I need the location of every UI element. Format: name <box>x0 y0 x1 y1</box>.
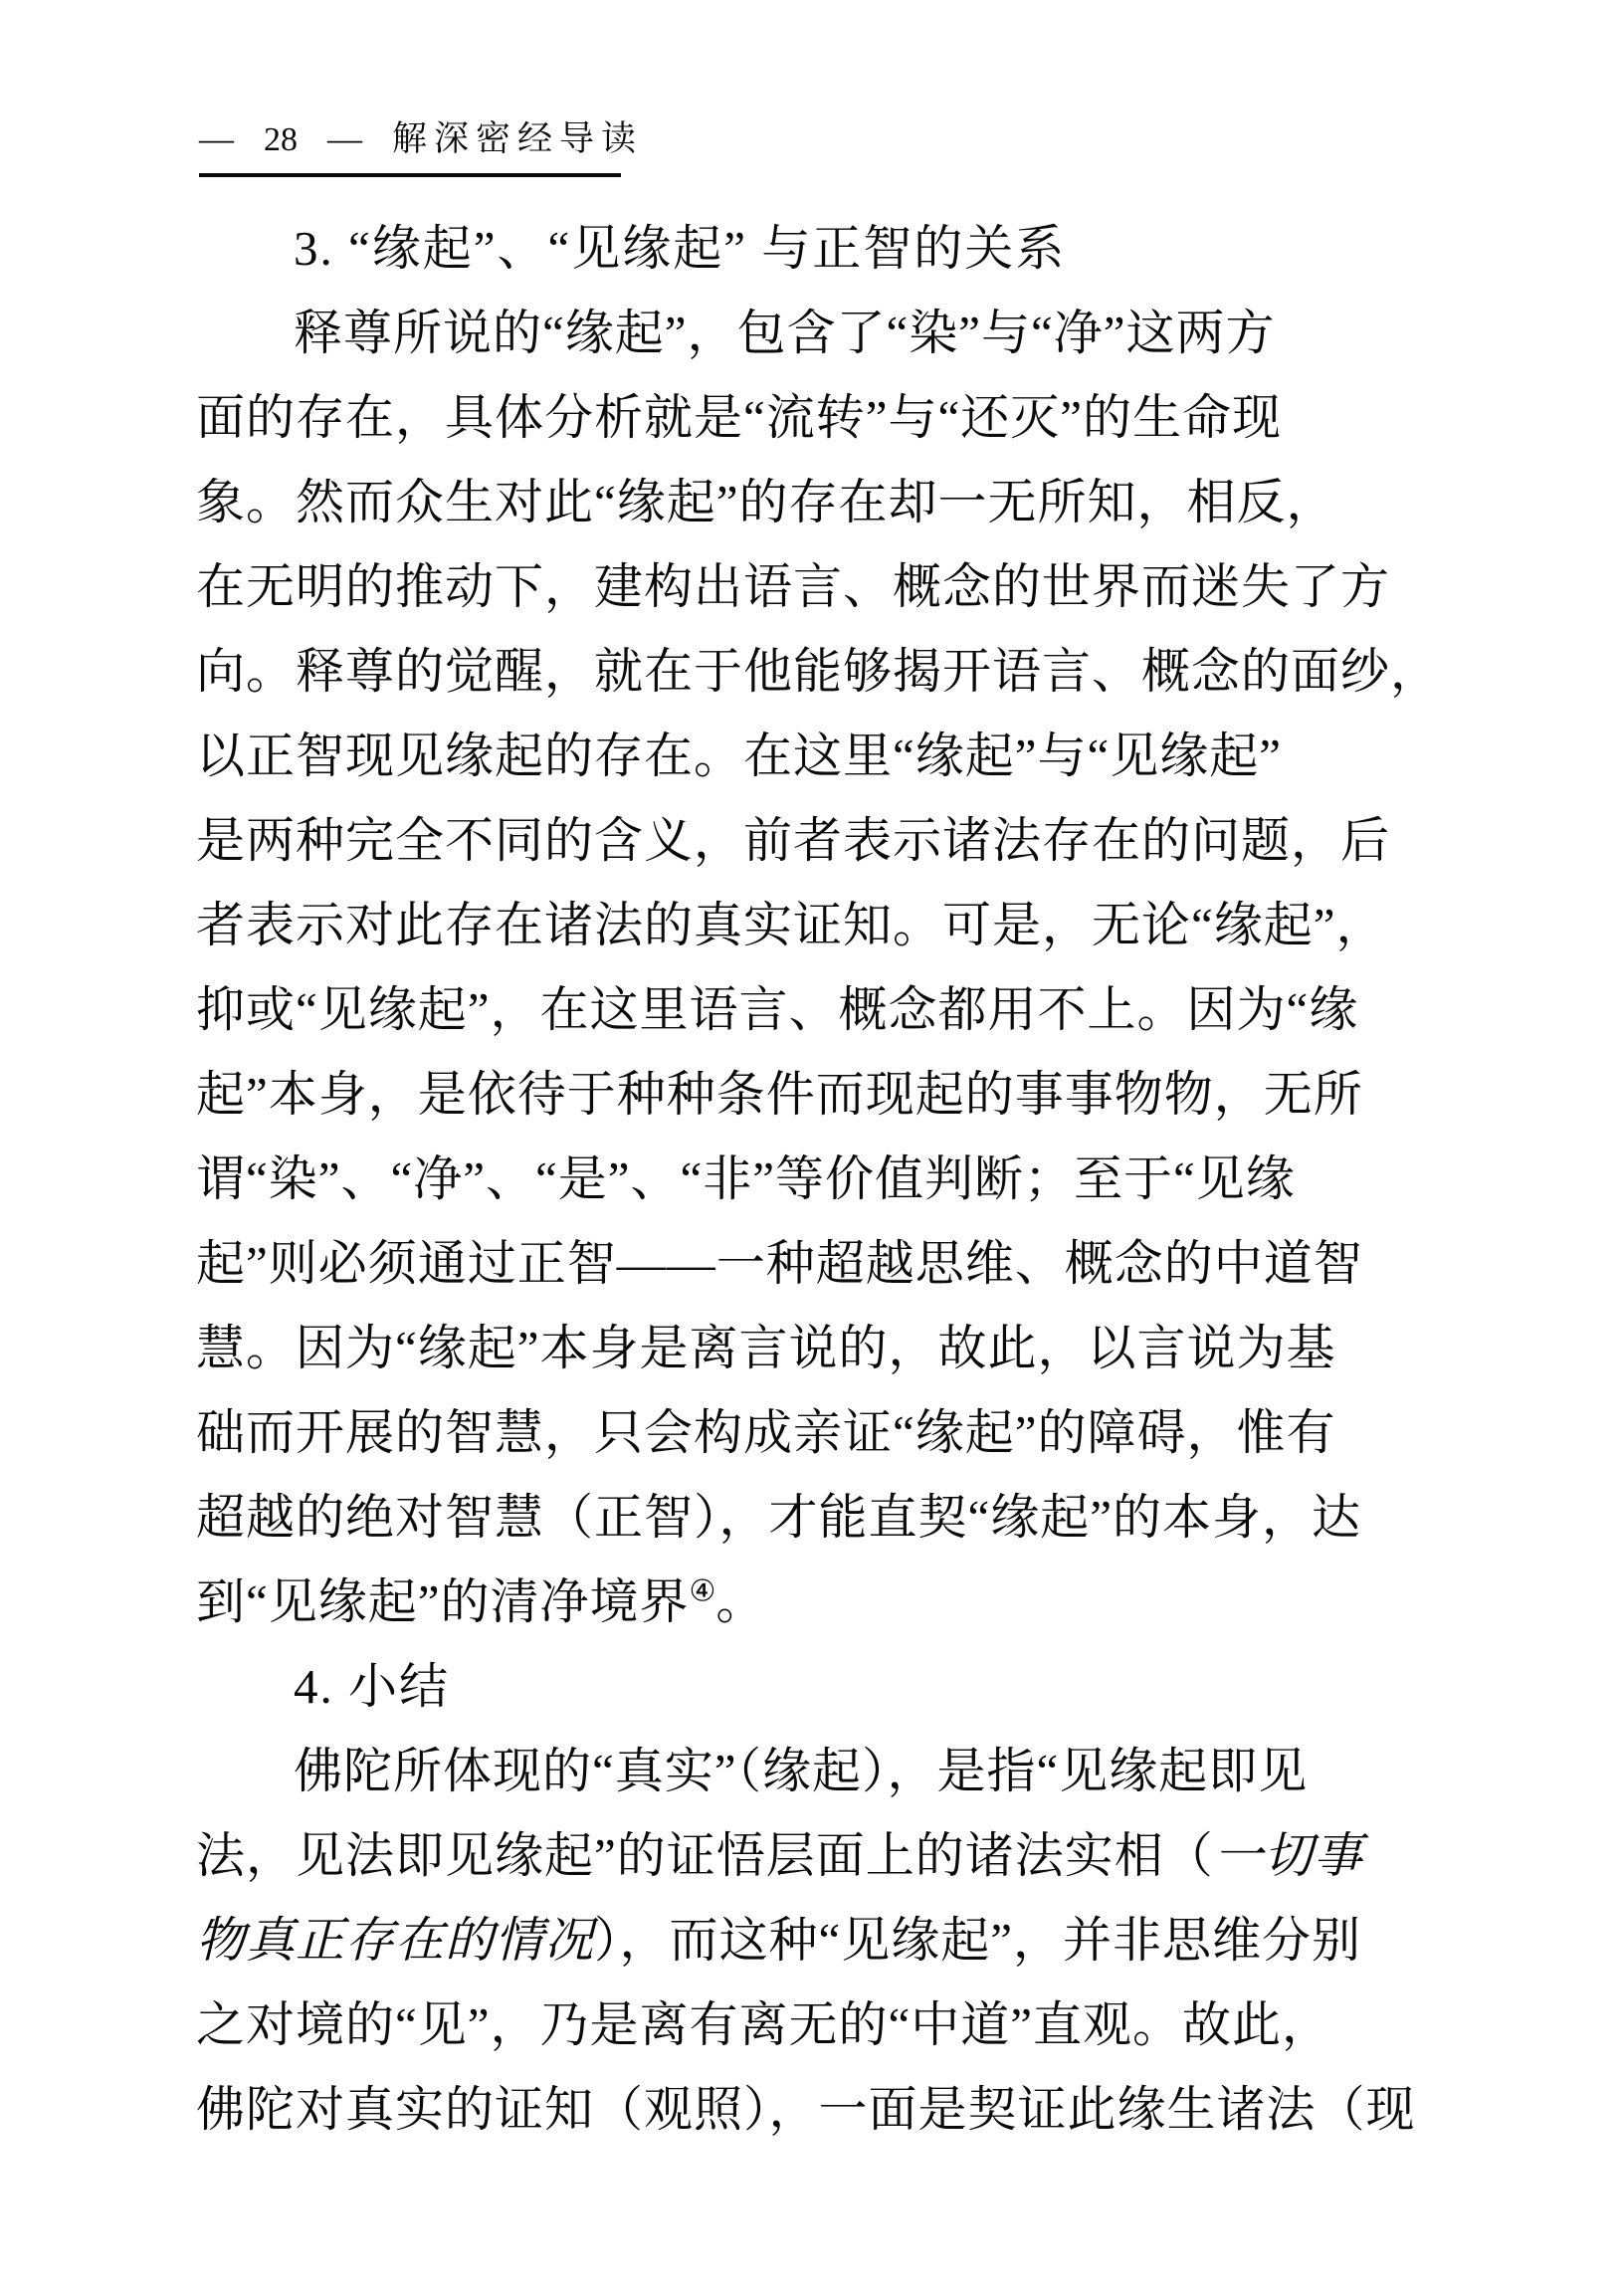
text-line-with-footnote <box>196 1560 1430 1644</box>
footnote-ref-4: ④ <box>689 1574 716 1608</box>
text-line: 谓“染”、“净”、“是”、“非”等价值判断；至于“见缘 <box>196 1151 1296 1206</box>
header-dash-left: — <box>199 119 234 158</box>
text-line: 之对境的“见”，乃是离有离无的“中道”直观。故此， <box>196 1997 1331 2052</box>
text-segment: 到“见缘起”的清净境界 <box>196 1574 690 1629</box>
text-line: 向。释尊的觉醒，就在于他能够揭开语言、概念的面纱， <box>196 644 1441 699</box>
text-line: 面的存在，具体分析就是“流转”与“还灭”的生命现 <box>196 390 1282 445</box>
kaiti-text-segment: 物真正存在的情况 <box>196 1913 595 1968</box>
text-line: 释尊所说的“缘起”，包含了“染”与“净”这两方 <box>294 306 1276 360</box>
text-line: 超越的绝对智慧（正智），才能直契“缘起”的本身，达 <box>196 1490 1361 1545</box>
text-line: 起”则必须通过正智——一种超越思维、概念的中道智 <box>196 1236 1363 1291</box>
page-header <box>199 111 644 177</box>
text-line: 佛陀对真实的证知（观照），一面是契证此缘生诸法（现 <box>196 2082 1416 2137</box>
text-segment: 。 <box>715 1574 766 1629</box>
section-4-heading: 4. 小结 <box>294 1659 451 1714</box>
text-segment: 法，见法即见缘起”的证悟层面上的诸法实相（ <box>196 1828 1214 1883</box>
header-dash-right: — <box>327 119 362 158</box>
text-line: 抑或“见缘起”，在这里语言、概念都用不上。因为“缘 <box>196 982 1359 1037</box>
text-segment: ），而这种“见缘起”，并非思维分别 <box>594 1913 1362 1968</box>
text-line: 是两种完全不同的含义，前者表示诸法存在的问题，后 <box>196 813 1391 868</box>
text-line: 在无明的推动下，建构出语言、概念的世界而迷失了方 <box>196 559 1391 614</box>
page-body <box>196 206 1441 2152</box>
text-line: 慧。因为“缘起”本身是离言说的，故此，以言说为基 <box>196 1321 1336 1375</box>
text-line-mixed-typeface <box>196 1813 1430 1898</box>
text-line: 者表示对此存在诸法的真实证知。可是，无论“缘起”， <box>196 898 1386 952</box>
text-line-mixed-typeface <box>196 1898 1430 1982</box>
text-line: 础而开展的智慧，只会构成亲证“缘起”的障碍，惟有 <box>196 1405 1336 1460</box>
text-line: 象。然而众生对此“缘起”的存在却一无所知，相反， <box>196 475 1336 529</box>
text-line: 起”本身，是依待于种种条件而现起的事事物物，无所 <box>196 1067 1363 1122</box>
book-title: 解深密经导读 <box>392 119 644 158</box>
section-3-heading: 3. “缘起”、“见缘起” 与正智的关系 <box>294 221 1067 276</box>
page-number: 28 <box>264 121 298 158</box>
kaiti-text-segment: 一切事 <box>1213 1828 1363 1883</box>
text-line: 以正智现见缘起的存在。在这里“缘起”与“见缘起” <box>196 729 1282 783</box>
text-line: 佛陀所体现的“真实”（缘起），是指“见缘起即见 <box>294 1744 1309 1798</box>
